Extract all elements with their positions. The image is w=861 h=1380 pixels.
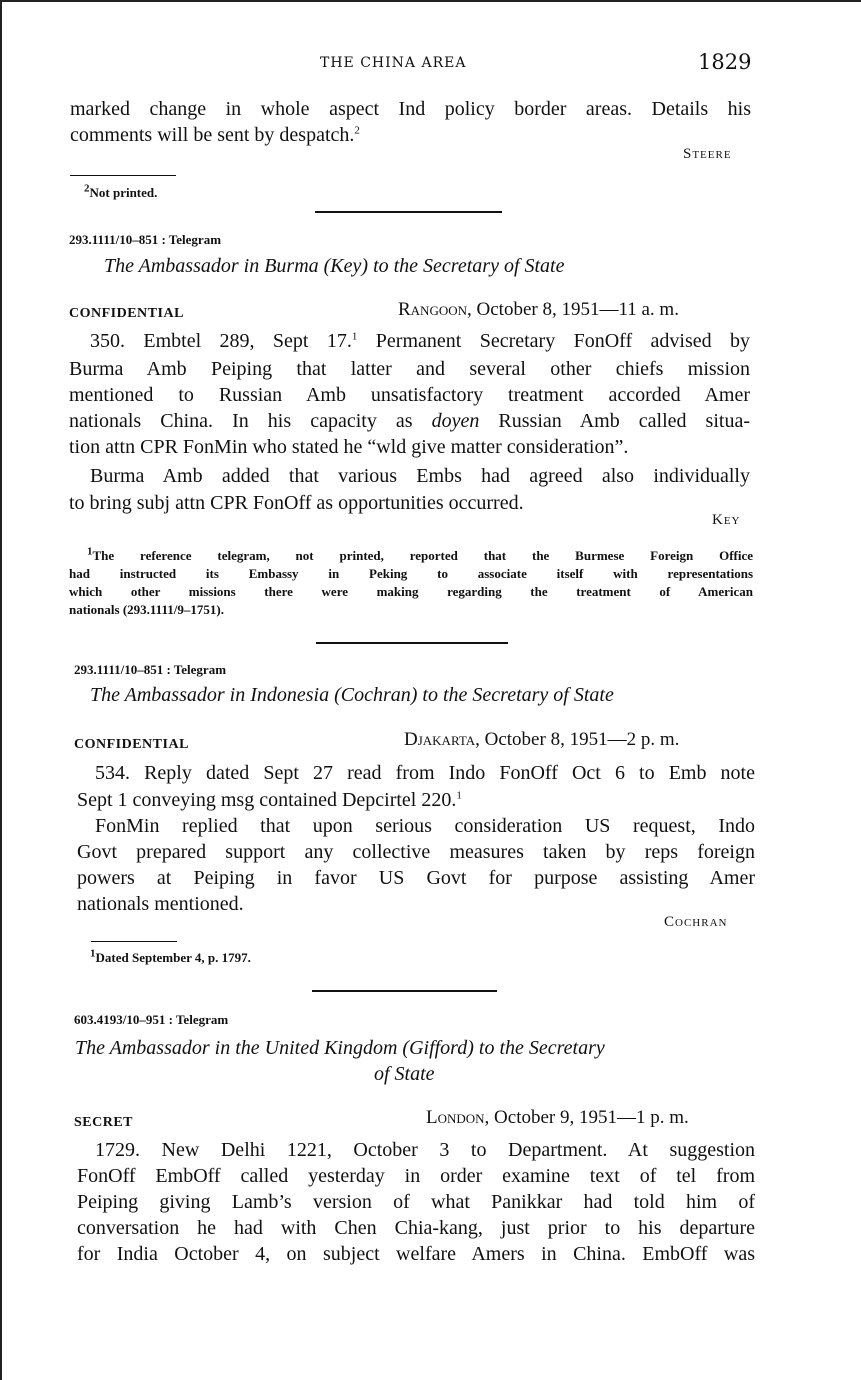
text-line: tion attn CPR FonMin who stated he “wld give matter consideration”.: [69, 436, 629, 458]
footnote-line: had instructed its Embassy in Peking to associate itself with representations: [69, 566, 753, 581]
paragraph-last-line: [69, 490, 524, 516]
footnote-mark: 1: [90, 947, 96, 960]
footnote-text: Dated September 4, p. 1797.: [95, 950, 251, 965]
text-line: mentioned to Russian Amb unsatisfactory treatment accorded Amer: [69, 384, 750, 406]
text-line: Burma Amb Peiping that latter and several other chiefs mission: [69, 358, 750, 380]
dateline-date: , October 9, 1951—1 p. m.: [484, 1107, 689, 1128]
dateline-date: , October 8, 1951—11 a. m.: [467, 299, 679, 320]
running-title: THE CHINA AREA: [320, 55, 467, 71]
dateline: [398, 299, 679, 321]
footnote-ref: 1: [351, 330, 358, 343]
footnote-mark: 1: [87, 545, 93, 558]
paragraph: [90, 463, 750, 489]
text-line: to bring subj attn CPR FonOff as opportunities occurred.: [69, 492, 524, 514]
text-line: Burma Amb added that various Embs had agreed also individually: [90, 465, 750, 487]
text-line: 1729. New Delhi 1221, October 3 to Department. At suggestion: [95, 1139, 755, 1161]
footnote-rule: [91, 941, 177, 942]
text-line: Sept 1 conveying msg contained Depcirtel 220.: [77, 789, 457, 811]
text-line: Govt prepared support any collective measures taken by reps foreign: [77, 841, 755, 863]
text-line: nationals mentioned.: [77, 893, 244, 915]
dateline: [426, 1107, 689, 1129]
document-title: The Ambassador in Indonesia (Cochran) to the Secretary of State: [90, 684, 614, 706]
signature-steere: Steere: [683, 146, 732, 162]
section-separator: [312, 990, 497, 992]
footnote: [84, 184, 157, 202]
signature-key: Key: [712, 512, 741, 528]
footnote-text: Not printed.: [89, 185, 158, 200]
paragraph: [95, 813, 755, 839]
text-line: nationals China. In his capacity as: [69, 410, 432, 432]
paragraph-cont: [77, 1163, 755, 1267]
footnote-line: nationals (293.1111/9–1751).: [69, 602, 224, 617]
page-top-edge: [0, 0, 861, 2]
text-line: FonOff EmbOff called yesterday in order examine text of tel from: [77, 1165, 755, 1187]
footnote: [69, 547, 753, 619]
text-line: powers at Peiping in favor US Govt for purpose assisting Amer: [77, 867, 755, 889]
text-italic: doyen: [431, 410, 480, 432]
classification: CONFIDENTIAL: [69, 306, 184, 321]
text-line: Permanent Secretary FonOff advised by: [375, 330, 750, 352]
dateline-place: London: [426, 1107, 485, 1128]
classification: SECRET: [74, 1115, 134, 1130]
text-line: conversation he had with Chen Chia-kang, just prior to his departure: [77, 1217, 755, 1239]
text-line: Russian Amb called situa-: [479, 410, 750, 432]
file-number: 603.4193/10–951 : Telegram: [74, 1012, 229, 1027]
dateline-date: , October 8, 1951—2 p. m.: [475, 729, 680, 750]
dateline: [404, 729, 679, 751]
text-line: for India October 4, on subject welfare Amers in China. EmbOff was: [77, 1243, 755, 1265]
paragraph: [95, 1137, 755, 1163]
document-title-line1: The Ambassador in the United Kingdom (Gifford) to the Secretary: [75, 1037, 605, 1059]
section-separator: [315, 211, 502, 213]
text-line: 350. Embtel 289, Sept 17.: [90, 330, 352, 352]
document-title-line2: of State: [374, 1063, 435, 1085]
text-line: 534. Reply dated Sept 27 read from Indo FonOff Oct 6 to Emb note: [95, 762, 755, 784]
footnote-ref: 2: [354, 124, 360, 137]
document-title: The Ambassador in Burma (Key) to the Secretary of State: [104, 255, 565, 277]
paragraph: [95, 760, 755, 786]
dateline-place: Rangoon: [398, 299, 468, 320]
paragraph-last-line: [77, 891, 244, 917]
footnote-line: which other missions there were making regarding the treatment of American: [69, 584, 753, 599]
footnote-rule: [70, 175, 176, 176]
file-number: 293.1111/10–851 : Telegram: [74, 662, 227, 677]
paragraph-cont: [77, 839, 755, 891]
classification: CONFIDENTIAL: [74, 737, 189, 752]
page-number: 1829: [698, 50, 752, 74]
dateline-place: Djakarta: [404, 729, 476, 750]
footnote-ref: 1: [456, 789, 462, 802]
footnote: [90, 949, 251, 967]
footnote-mark: 2: [84, 182, 90, 195]
text-line: marked change in whole aspect Ind policy border areas. Details his: [70, 98, 751, 120]
text-line: Peiping giving Lamb’s version of what Panikkar had told him of: [77, 1191, 755, 1213]
carryover-last-line: [70, 122, 360, 148]
paragraph: [90, 328, 750, 354]
page-left-edge: [0, 0, 2, 1380]
text-line: FonMin replied that upon serious consideration US request, Indo: [95, 815, 755, 837]
signature-cochran: Cochran: [664, 914, 728, 930]
carryover-paragraph: [70, 96, 751, 122]
paragraph-last-line: [77, 787, 462, 813]
paragraph-cont: [69, 356, 750, 434]
text-line: comments will be sent by despatch.: [70, 124, 355, 146]
section-separator: [316, 642, 508, 644]
footnote-line: The reference telegram, not printed, reported that the Burmese Foreign Office: [92, 548, 753, 563]
paragraph-last-line: [69, 434, 628, 460]
file-number: 293.1111/10–851 : Telegram: [69, 232, 222, 247]
